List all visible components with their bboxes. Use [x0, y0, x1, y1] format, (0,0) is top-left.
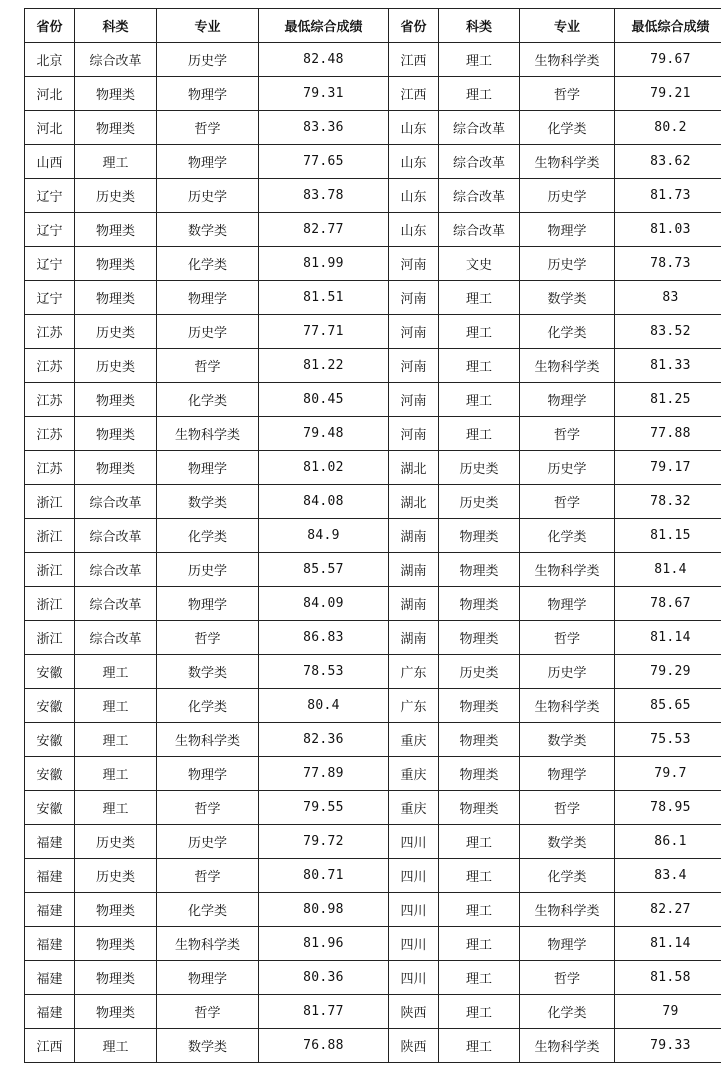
cell-province-left: 安徽 [25, 757, 75, 791]
cell-province-left: 浙江 [25, 485, 75, 519]
cell-category-right: 理工 [439, 417, 520, 451]
cell-category-left: 物理类 [75, 451, 157, 485]
cell-category-left: 综合改革 [75, 519, 157, 553]
cell-major-right: 生物科学类 [520, 689, 615, 723]
cell-major-right: 生物科学类 [520, 1029, 615, 1063]
cell-province-right: 重庆 [389, 723, 439, 757]
cell-province-left: 福建 [25, 825, 75, 859]
cell-major-right: 历史学 [520, 451, 615, 485]
header-category-right: 科类 [439, 9, 520, 43]
cell-province-left: 河北 [25, 77, 75, 111]
cell-score-right: 79.17 [615, 451, 721, 485]
cell-major-right: 物理学 [520, 757, 615, 791]
cell-category-right: 物理类 [439, 519, 520, 553]
table-row [25, 77, 721, 111]
table-row [25, 145, 721, 179]
table-row [25, 1029, 721, 1063]
cell-category-left: 理工 [75, 723, 157, 757]
score-table-container [24, 8, 710, 1063]
cell-category-right: 综合改革 [439, 145, 520, 179]
cell-category-left: 理工 [75, 757, 157, 791]
cell-province-right: 重庆 [389, 757, 439, 791]
cell-major-left: 物理学 [157, 587, 259, 621]
table-row [25, 621, 721, 655]
table-row [25, 213, 721, 247]
cell-score-right: 79 [615, 995, 721, 1029]
cell-major-right: 生物科学类 [520, 145, 615, 179]
cell-category-left: 物理类 [75, 417, 157, 451]
cell-major-right: 生物科学类 [520, 553, 615, 587]
table-row [25, 723, 721, 757]
cell-category-right: 理工 [439, 43, 520, 77]
cell-major-left: 物理学 [157, 77, 259, 111]
cell-major-left: 生物科学类 [157, 723, 259, 757]
cell-category-right: 理工 [439, 893, 520, 927]
cell-province-right: 湖南 [389, 553, 439, 587]
cell-province-right: 山东 [389, 179, 439, 213]
cell-category-left: 综合改革 [75, 587, 157, 621]
cell-major-left: 数学类 [157, 213, 259, 247]
cell-major-right: 历史学 [520, 247, 615, 281]
cell-major-left: 生物科学类 [157, 927, 259, 961]
cell-major-left: 物理学 [157, 451, 259, 485]
cell-major-left: 哲学 [157, 859, 259, 893]
cell-major-left: 历史学 [157, 43, 259, 77]
cell-category-right: 综合改革 [439, 111, 520, 145]
table-row [25, 485, 721, 519]
cell-major-left: 物理学 [157, 757, 259, 791]
cell-major-left: 化学类 [157, 689, 259, 723]
cell-major-right: 哲学 [520, 791, 615, 825]
cell-province-right: 四川 [389, 893, 439, 927]
cell-score-right: 85.65 [615, 689, 721, 723]
cell-category-left: 历史类 [75, 825, 157, 859]
cell-province-left: 辽宁 [25, 247, 75, 281]
cell-category-right: 文史 [439, 247, 520, 281]
cell-major-right: 化学类 [520, 859, 615, 893]
cell-score-left: 82.36 [259, 723, 389, 757]
cell-province-left: 安徽 [25, 723, 75, 757]
table-row [25, 349, 721, 383]
cell-province-right: 陕西 [389, 1029, 439, 1063]
cell-category-left: 历史类 [75, 349, 157, 383]
cell-major-left: 物理学 [157, 961, 259, 995]
cell-score-left: 77.71 [259, 315, 389, 349]
cell-category-left: 物理类 [75, 383, 157, 417]
cell-province-right: 河南 [389, 315, 439, 349]
cell-province-left: 福建 [25, 893, 75, 927]
cell-province-right: 江西 [389, 77, 439, 111]
cell-major-right: 物理学 [520, 927, 615, 961]
cell-province-left: 安徽 [25, 655, 75, 689]
cell-major-left: 哲学 [157, 111, 259, 145]
cell-category-right: 历史类 [439, 655, 520, 689]
cell-province-left: 福建 [25, 859, 75, 893]
cell-score-right: 79.33 [615, 1029, 721, 1063]
cell-category-right: 理工 [439, 859, 520, 893]
cell-major-right: 化学类 [520, 519, 615, 553]
cell-province-right: 河南 [389, 383, 439, 417]
cell-province-right: 四川 [389, 859, 439, 893]
cell-score-left: 86.83 [259, 621, 389, 655]
cell-province-left: 安徽 [25, 689, 75, 723]
table-row [25, 961, 721, 995]
cell-province-left: 安徽 [25, 791, 75, 825]
cell-major-right: 化学类 [520, 995, 615, 1029]
cell-major-left: 生物科学类 [157, 417, 259, 451]
cell-province-left: 浙江 [25, 519, 75, 553]
table-row [25, 689, 721, 723]
cell-province-left: 浙江 [25, 553, 75, 587]
cell-score-right: 81.15 [615, 519, 721, 553]
cell-category-right: 理工 [439, 77, 520, 111]
cell-score-right: 79.67 [615, 43, 721, 77]
cell-category-left: 物理类 [75, 927, 157, 961]
cell-major-left: 物理学 [157, 145, 259, 179]
cell-score-right: 77.88 [615, 417, 721, 451]
cell-category-right: 理工 [439, 825, 520, 859]
cell-province-left: 浙江 [25, 587, 75, 621]
cell-major-left: 数学类 [157, 655, 259, 689]
cell-major-right: 化学类 [520, 315, 615, 349]
cell-score-right: 80.2 [615, 111, 721, 145]
cell-major-left: 物理学 [157, 281, 259, 315]
table-row [25, 825, 721, 859]
cell-major-right: 生物科学类 [520, 349, 615, 383]
cell-province-right: 湖南 [389, 519, 439, 553]
cell-category-right: 综合改革 [439, 179, 520, 213]
cell-province-left: 福建 [25, 995, 75, 1029]
cell-score-right: 81.14 [615, 927, 721, 961]
cell-province-left: 山西 [25, 145, 75, 179]
cell-score-right: 83.52 [615, 315, 721, 349]
table-row [25, 451, 721, 485]
cell-major-left: 化学类 [157, 893, 259, 927]
cell-category-left: 历史类 [75, 179, 157, 213]
cell-score-left: 80.36 [259, 961, 389, 995]
table-row [25, 893, 721, 927]
cell-major-right: 历史学 [520, 655, 615, 689]
table-row [25, 587, 721, 621]
cell-province-left: 河北 [25, 111, 75, 145]
cell-score-left: 85.57 [259, 553, 389, 587]
table-row [25, 655, 721, 689]
cell-province-right: 河南 [389, 281, 439, 315]
cell-category-left: 综合改革 [75, 485, 157, 519]
cell-category-left: 物理类 [75, 213, 157, 247]
cell-score-left: 82.48 [259, 43, 389, 77]
cell-score-right: 81.58 [615, 961, 721, 995]
cell-score-left: 81.96 [259, 927, 389, 961]
cell-score-right: 75.53 [615, 723, 721, 757]
cell-category-left: 理工 [75, 655, 157, 689]
table-body [25, 43, 721, 1063]
cell-major-right: 物理学 [520, 383, 615, 417]
header-score-right: 最低综合成绩 [615, 9, 721, 43]
cell-score-left: 81.22 [259, 349, 389, 383]
cell-score-right: 83 [615, 281, 721, 315]
cell-province-left: 浙江 [25, 621, 75, 655]
cell-major-right: 物理学 [520, 213, 615, 247]
cell-score-left: 80.98 [259, 893, 389, 927]
cell-category-right: 理工 [439, 281, 520, 315]
cell-category-right: 综合改革 [439, 213, 520, 247]
table-row [25, 179, 721, 213]
cell-category-left: 综合改革 [75, 621, 157, 655]
score-table [24, 8, 721, 1063]
cell-score-right: 78.95 [615, 791, 721, 825]
cell-major-left: 哲学 [157, 995, 259, 1029]
header-category-left: 科类 [75, 9, 157, 43]
cell-category-left: 理工 [75, 791, 157, 825]
cell-score-left: 81.77 [259, 995, 389, 1029]
cell-major-left: 化学类 [157, 383, 259, 417]
cell-score-right: 86.1 [615, 825, 721, 859]
cell-score-right: 81.14 [615, 621, 721, 655]
cell-score-left: 82.77 [259, 213, 389, 247]
cell-province-right: 广东 [389, 655, 439, 689]
cell-score-right: 83.4 [615, 859, 721, 893]
cell-category-right: 理工 [439, 383, 520, 417]
cell-score-right: 83.62 [615, 145, 721, 179]
cell-province-left: 江苏 [25, 383, 75, 417]
cell-province-left: 江西 [25, 1029, 75, 1063]
table-row [25, 111, 721, 145]
cell-category-right: 历史类 [439, 485, 520, 519]
table-row [25, 757, 721, 791]
table-row [25, 553, 721, 587]
cell-province-right: 湖北 [389, 451, 439, 485]
cell-category-right: 理工 [439, 995, 520, 1029]
cell-category-right: 理工 [439, 349, 520, 383]
cell-major-right: 哲学 [520, 621, 615, 655]
cell-province-right: 重庆 [389, 791, 439, 825]
cell-major-left: 数学类 [157, 485, 259, 519]
cell-score-left: 78.53 [259, 655, 389, 689]
cell-major-left: 哲学 [157, 791, 259, 825]
header-province-right: 省份 [389, 9, 439, 43]
cell-province-left: 辽宁 [25, 213, 75, 247]
cell-province-left: 江苏 [25, 315, 75, 349]
cell-score-right: 79.29 [615, 655, 721, 689]
cell-major-left: 哲学 [157, 349, 259, 383]
cell-category-right: 物理类 [439, 757, 520, 791]
cell-score-left: 77.65 [259, 145, 389, 179]
cell-category-left: 物理类 [75, 247, 157, 281]
cell-category-left: 物理类 [75, 281, 157, 315]
cell-province-left: 辽宁 [25, 281, 75, 315]
cell-category-right: 物理类 [439, 791, 520, 825]
cell-score-left: 84.08 [259, 485, 389, 519]
cell-major-right: 哲学 [520, 417, 615, 451]
cell-score-left: 83.36 [259, 111, 389, 145]
cell-major-right: 化学类 [520, 111, 615, 145]
cell-category-right: 物理类 [439, 689, 520, 723]
cell-score-right: 81.4 [615, 553, 721, 587]
cell-province-left: 北京 [25, 43, 75, 77]
cell-score-left: 79.72 [259, 825, 389, 859]
header-major-right: 专业 [520, 9, 615, 43]
cell-province-right: 陕西 [389, 995, 439, 1029]
cell-score-right: 78.32 [615, 485, 721, 519]
cell-score-right: 81.03 [615, 213, 721, 247]
cell-major-right: 数学类 [520, 825, 615, 859]
cell-category-left: 综合改革 [75, 43, 157, 77]
cell-major-right: 数学类 [520, 723, 615, 757]
cell-major-right: 生物科学类 [520, 43, 615, 77]
cell-score-right: 79.21 [615, 77, 721, 111]
cell-score-left: 80.45 [259, 383, 389, 417]
cell-score-left: 84.9 [259, 519, 389, 553]
cell-major-left: 哲学 [157, 621, 259, 655]
cell-province-right: 山东 [389, 111, 439, 145]
cell-score-right: 81.25 [615, 383, 721, 417]
cell-province-right: 河南 [389, 349, 439, 383]
cell-category-right: 物理类 [439, 723, 520, 757]
cell-category-left: 历史类 [75, 859, 157, 893]
cell-province-right: 山东 [389, 213, 439, 247]
cell-province-right: 四川 [389, 927, 439, 961]
cell-province-left: 江苏 [25, 349, 75, 383]
table-row [25, 927, 721, 961]
table-row [25, 383, 721, 417]
table-row [25, 247, 721, 281]
cell-category-right: 物理类 [439, 621, 520, 655]
cell-major-left: 化学类 [157, 519, 259, 553]
cell-major-left: 数学类 [157, 1029, 259, 1063]
cell-category-left: 物理类 [75, 893, 157, 927]
cell-province-left: 福建 [25, 927, 75, 961]
cell-province-right: 四川 [389, 961, 439, 995]
cell-score-right: 78.73 [615, 247, 721, 281]
cell-category-right: 理工 [439, 315, 520, 349]
header-major-left: 专业 [157, 9, 259, 43]
table-row [25, 417, 721, 451]
cell-category-left: 物理类 [75, 77, 157, 111]
cell-score-left: 80.4 [259, 689, 389, 723]
table-row [25, 315, 721, 349]
cell-province-right: 江西 [389, 43, 439, 77]
cell-category-left: 物理类 [75, 111, 157, 145]
cell-province-right: 四川 [389, 825, 439, 859]
cell-score-left: 84.09 [259, 587, 389, 621]
cell-province-left: 江苏 [25, 451, 75, 485]
cell-province-right: 河南 [389, 417, 439, 451]
cell-province-right: 河南 [389, 247, 439, 281]
table-row [25, 281, 721, 315]
cell-score-left: 81.02 [259, 451, 389, 485]
cell-province-right: 湖北 [389, 485, 439, 519]
cell-category-right: 理工 [439, 927, 520, 961]
cell-major-right: 哲学 [520, 961, 615, 995]
header-score-left: 最低综合成绩 [259, 9, 389, 43]
cell-score-right: 79.7 [615, 757, 721, 791]
cell-major-right: 哲学 [520, 485, 615, 519]
cell-score-right: 81.33 [615, 349, 721, 383]
cell-category-left: 理工 [75, 145, 157, 179]
cell-category-left: 综合改革 [75, 553, 157, 587]
cell-province-right: 湖南 [389, 621, 439, 655]
cell-score-left: 83.78 [259, 179, 389, 213]
cell-score-left: 79.31 [259, 77, 389, 111]
table-row [25, 43, 721, 77]
cell-score-left: 79.48 [259, 417, 389, 451]
cell-score-left: 79.55 [259, 791, 389, 825]
table-header-row [25, 9, 721, 43]
cell-category-right: 物理类 [439, 553, 520, 587]
table-row [25, 995, 721, 1029]
cell-major-left: 历史学 [157, 179, 259, 213]
cell-score-right: 78.67 [615, 587, 721, 621]
cell-province-left: 辽宁 [25, 179, 75, 213]
cell-score-right: 82.27 [615, 893, 721, 927]
cell-category-left: 理工 [75, 689, 157, 723]
cell-category-right: 物理类 [439, 587, 520, 621]
table-row [25, 859, 721, 893]
cell-province-right: 广东 [389, 689, 439, 723]
cell-category-left: 历史类 [75, 315, 157, 349]
cell-score-left: 81.99 [259, 247, 389, 281]
cell-major-left: 历史学 [157, 315, 259, 349]
cell-major-right: 生物科学类 [520, 893, 615, 927]
cell-category-left: 物理类 [75, 961, 157, 995]
cell-major-right: 哲学 [520, 77, 615, 111]
cell-score-left: 81.51 [259, 281, 389, 315]
cell-major-right: 历史学 [520, 179, 615, 213]
cell-province-right: 山东 [389, 145, 439, 179]
cell-province-right: 湖南 [389, 587, 439, 621]
cell-score-left: 77.89 [259, 757, 389, 791]
cell-major-left: 历史学 [157, 553, 259, 587]
cell-province-left: 江苏 [25, 417, 75, 451]
cell-score-right: 81.73 [615, 179, 721, 213]
cell-major-right: 物理学 [520, 587, 615, 621]
cell-province-left: 福建 [25, 961, 75, 995]
cell-score-left: 80.71 [259, 859, 389, 893]
cell-score-left: 76.88 [259, 1029, 389, 1063]
cell-category-right: 历史类 [439, 451, 520, 485]
cell-major-left: 化学类 [157, 247, 259, 281]
cell-category-left: 物理类 [75, 995, 157, 1029]
cell-category-right: 理工 [439, 961, 520, 995]
cell-major-left: 历史学 [157, 825, 259, 859]
cell-category-left: 理工 [75, 1029, 157, 1063]
cell-category-right: 理工 [439, 1029, 520, 1063]
table-row [25, 519, 721, 553]
table-row [25, 791, 721, 825]
cell-major-right: 数学类 [520, 281, 615, 315]
header-province-left: 省份 [25, 9, 75, 43]
